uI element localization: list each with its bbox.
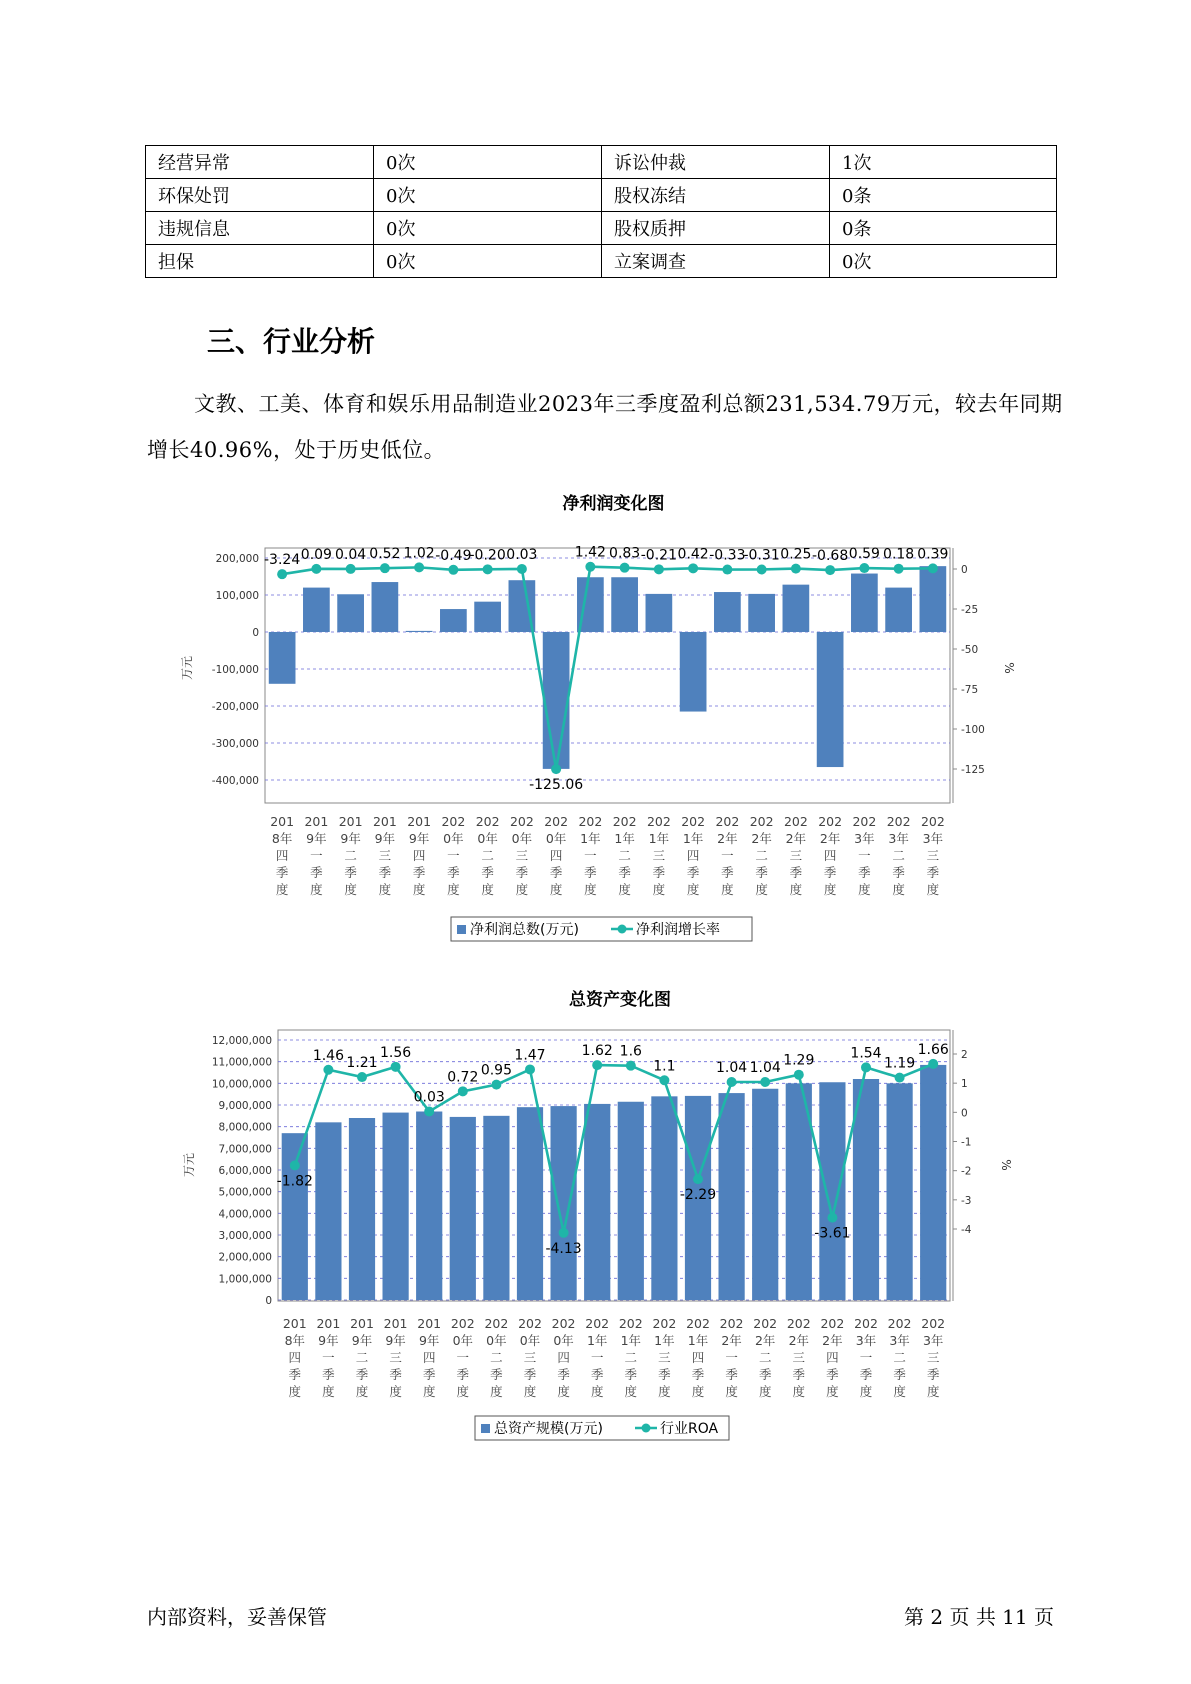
y2-axis-label: % — [999, 1159, 1013, 1171]
table-cell-value: 0次 — [374, 179, 602, 212]
line-point — [458, 1086, 468, 1096]
data-label: -125.06 — [529, 777, 584, 794]
x-tick-label: 202 1年二季度 — [612, 814, 637, 897]
plot-area — [265, 545, 950, 803]
line-point — [861, 1062, 871, 1072]
y2-tick-label: -1 — [961, 1136, 972, 1149]
x-tick-label: 201 9年二季度 — [338, 814, 363, 897]
section-heading: 三、行业分析 — [207, 325, 376, 358]
x-tick-label: 202 2年一季度 — [719, 1316, 744, 1399]
legend-swatch-point — [642, 1424, 651, 1433]
y2-tick-label: -4 — [961, 1224, 972, 1236]
y2-tick-label: 2 — [961, 1049, 968, 1061]
data-label: 0.03 — [413, 1089, 445, 1106]
data-label: 0.03 — [506, 546, 538, 563]
data-label: 0.42 — [677, 546, 709, 563]
x-tick-label: 202 3年二季度 — [887, 1316, 912, 1399]
bar — [315, 1122, 341, 1300]
line-point — [928, 563, 938, 573]
y-tick-label: 0 — [265, 1295, 272, 1307]
chart-title: 总资产变化图 — [569, 990, 671, 1010]
y-tick-label: -300,000 — [211, 738, 259, 750]
data-label: 1.56 — [380, 1044, 412, 1061]
bar — [543, 632, 570, 769]
x-tick-label: 201 9年三季度 — [383, 1316, 408, 1399]
line-point — [620, 563, 630, 573]
y-tick-label: 7,000,000 — [218, 1143, 272, 1156]
risk-table-body — [146, 146, 1057, 278]
bar — [752, 1089, 778, 1300]
line-point — [895, 1073, 905, 1083]
x-tick-label: 202 2年二季度 — [749, 814, 774, 897]
bar — [680, 632, 707, 712]
line-point — [525, 1064, 535, 1074]
table-row — [146, 179, 1057, 212]
bar — [885, 588, 912, 632]
line-point — [311, 564, 321, 574]
table-cell-value: 0次 — [374, 146, 602, 179]
bar — [303, 588, 330, 632]
line-point — [626, 1061, 636, 1071]
line-point — [794, 1070, 804, 1080]
legend-label: 行业ROA — [660, 1421, 719, 1437]
line-point — [654, 564, 664, 574]
x-tick-label: 202 1年三季度 — [652, 1316, 677, 1399]
table-cell-label: 股权质押 — [602, 212, 830, 245]
data-label: -4.13 — [545, 1240, 582, 1257]
bar — [416, 1112, 442, 1301]
line-point — [592, 1060, 602, 1070]
line-point — [559, 1228, 569, 1238]
x-tick-label: 201 9年四季度 — [407, 814, 432, 897]
bar — [483, 1116, 509, 1300]
line-point — [357, 1072, 367, 1082]
x-tick-label: 202 2年三季度 — [786, 1316, 811, 1399]
x-tick-label: 202 0年一季度 — [441, 814, 466, 897]
y2-tick-label: 0 — [961, 1107, 968, 1120]
line-point — [517, 564, 527, 574]
data-label: -0.68 — [812, 548, 849, 565]
line-point — [391, 1062, 401, 1072]
x-tick-label: 202 3年一季度 — [852, 814, 877, 897]
line-point — [894, 564, 904, 574]
x-tick-label: 201 9年一季度 — [316, 1316, 341, 1399]
data-label: 1.04 — [749, 1060, 781, 1076]
data-label: 0.39 — [917, 546, 949, 563]
y-tick-label: 9,000,000 — [218, 1100, 272, 1112]
data-label: 0.83 — [609, 545, 641, 562]
data-label: -1.82 — [276, 1173, 313, 1190]
data-label: 1.19 — [884, 1055, 916, 1072]
data-label: 1.6 — [619, 1043, 642, 1060]
table-cell-value: 0条 — [830, 179, 1057, 212]
data-label: -0.21 — [640, 547, 677, 564]
y-tick-label: -400,000 — [211, 775, 259, 787]
legend-label: 净利润增长率 — [636, 922, 720, 938]
y2-tick-label: -125 — [961, 764, 985, 776]
bar — [886, 1083, 912, 1300]
x-tick-label: 202 0年三季度 — [518, 1316, 542, 1399]
x-tick-label: 202 1年二季度 — [618, 1316, 643, 1399]
bar — [714, 592, 741, 632]
table-cell-label: 担保 — [146, 245, 374, 278]
data-label: 1.62 — [581, 1043, 613, 1060]
data-label: 1.04 — [716, 1060, 748, 1076]
x-tick-label: 202 2年二季度 — [753, 1316, 778, 1399]
line-point — [928, 1059, 938, 1069]
legend-swatch-bar — [457, 925, 466, 934]
bar — [337, 594, 364, 632]
data-label: 0.59 — [848, 546, 880, 563]
line-point — [859, 563, 869, 573]
line-point — [491, 1080, 501, 1090]
bar — [748, 594, 775, 632]
bar — [651, 1096, 677, 1300]
chart-title: 净利润变化图 — [562, 494, 665, 514]
x-tick-label: 202 1年四季度 — [686, 1316, 710, 1399]
bar — [851, 574, 878, 632]
table-cell-value: 0次 — [830, 245, 1057, 278]
bar — [646, 594, 673, 632]
x-tick-label: 201 9年四季度 — [417, 1316, 442, 1399]
line-point — [693, 1174, 703, 1184]
y-tick-label: -100,000 — [211, 664, 259, 676]
y-axis-label: 万元 — [180, 655, 194, 681]
y-tick-label: 8,000,000 — [218, 1121, 272, 1134]
x-tick-label: 201 8年四季度 — [270, 814, 295, 897]
x-tick-label: 202 2年四季度 — [820, 1316, 845, 1399]
table-row — [146, 245, 1057, 278]
data-label: 0.18 — [883, 546, 915, 563]
bar — [618, 1102, 644, 1300]
line-point — [688, 563, 698, 573]
legend-label: 总资产规模(万元) — [494, 1421, 603, 1437]
y-tick-label: -200,000 — [211, 701, 259, 713]
y-tick-label: 1,000,000 — [218, 1273, 272, 1286]
y-tick-label: 11,000,000 — [211, 1056, 272, 1069]
y2-tick-label: -2 — [961, 1165, 972, 1178]
x-tick-label: 202 0年四季度 — [544, 814, 569, 897]
data-label: 1.02 — [403, 545, 435, 562]
data-label: 1.29 — [783, 1052, 815, 1069]
y2-tick-label: 0 — [961, 564, 968, 576]
line-point — [827, 1213, 837, 1223]
bar — [372, 582, 399, 632]
bar — [282, 1133, 308, 1300]
y-axis-label: 万元 — [182, 1152, 196, 1178]
x-tick-label: 201 9年二季度 — [350, 1316, 374, 1399]
bar — [817, 632, 844, 767]
line-point — [346, 564, 356, 574]
y2-tick-label: -100 — [961, 724, 985, 736]
bar — [382, 1113, 408, 1300]
data-label: -0.20 — [469, 547, 506, 564]
line-point — [551, 764, 561, 774]
data-label: 0.25 — [780, 546, 812, 563]
table-cell-label: 经营异常 — [146, 146, 374, 179]
data-label: 1.54 — [850, 1045, 882, 1062]
x-tick-label: 202 3年三季度 — [921, 1316, 946, 1399]
x-tick-label: 202 2年四季度 — [818, 814, 843, 897]
line-point — [424, 1106, 434, 1116]
y-tick-label: 10,000,000 — [211, 1078, 272, 1091]
x-tick-label: 201 9年一季度 — [304, 814, 329, 897]
table-cell-label: 违规信息 — [146, 212, 374, 245]
bar — [474, 602, 501, 632]
legend-swatch-bar — [481, 1424, 490, 1433]
x-tick-label: 202 0年四季度 — [551, 1316, 576, 1399]
x-tick-label: 202 3年一季度 — [854, 1316, 878, 1399]
data-label: 1.47 — [514, 1047, 546, 1064]
footer-page-number: 第 2 页 共 11 页 — [904, 1605, 1054, 1629]
y2-axis-label: % — [1002, 662, 1016, 674]
y-tick-label: 5,000,000 — [218, 1186, 272, 1199]
data-label: 0.09 — [300, 546, 332, 563]
bar — [349, 1118, 375, 1300]
data-label: -3.61 — [814, 1225, 851, 1242]
data-label: 1.42 — [574, 544, 606, 561]
line-point — [727, 1077, 737, 1087]
line-point — [825, 565, 835, 575]
y2-tick-label: -3 — [961, 1194, 972, 1207]
data-label: 1.66 — [917, 1041, 949, 1058]
table-row — [146, 146, 1057, 179]
bar — [584, 1104, 610, 1300]
x-tick-label: 202 1年一季度 — [578, 814, 603, 897]
data-label: -3.24 — [264, 552, 301, 569]
bar — [819, 1082, 845, 1300]
y-tick-label: 4,000,000 — [218, 1208, 272, 1221]
y-tick-label: 200,000 — [215, 553, 259, 565]
bar — [783, 585, 810, 632]
table-cell-value: 0次 — [374, 212, 602, 245]
y-tick-label: 6,000,000 — [218, 1165, 272, 1177]
bar — [920, 566, 947, 632]
line-point — [760, 1077, 770, 1087]
data-label: -2.29 — [679, 1187, 717, 1204]
bar — [718, 1093, 744, 1300]
x-tick-label: 202 1年三季度 — [646, 814, 671, 897]
bar — [440, 609, 467, 632]
bar — [269, 632, 296, 684]
x-tick-label: 201 8年四季度 — [282, 1316, 307, 1399]
data-label: 0.04 — [335, 546, 367, 563]
x-tick-label: 202 3年二季度 — [886, 814, 911, 897]
x-tick-label: 202 0年二季度 — [475, 814, 500, 897]
risk-summary-table — [145, 145, 1057, 278]
data-label: 1.21 — [346, 1055, 378, 1072]
table-cell-label: 诉讼仲裁 — [602, 146, 830, 179]
table-cell-label: 立案调查 — [602, 245, 830, 278]
net-profit-chart — [0, 488, 1191, 948]
data-label: -0.31 — [743, 547, 780, 564]
line-point — [791, 564, 801, 574]
section-paragraph: 文教、工美、体育和娱乐用品制造业2023年三季度盈利总额231,534.79万元，较去年同期增长40.96%，处于历史低位。 — [147, 392, 1063, 462]
data-label: 0.72 — [447, 1069, 479, 1086]
y-tick-label: 12,000,000 — [211, 1035, 272, 1047]
bar — [550, 1106, 576, 1300]
line-point — [483, 564, 493, 574]
x-tick-label: 201 9年三季度 — [372, 814, 397, 897]
x-tick-label: 202 0年一季度 — [450, 1316, 475, 1399]
table-cell-label: 环保处罚 — [146, 179, 374, 212]
line-point — [659, 1075, 669, 1085]
legend-swatch-point — [618, 925, 627, 934]
bar — [517, 1107, 543, 1300]
bar — [450, 1117, 476, 1300]
table-cell-value: 0次 — [374, 245, 602, 278]
line-point — [323, 1065, 333, 1075]
x-tick-label: 202 0年三季度 — [509, 814, 534, 897]
line-point — [414, 562, 424, 572]
footer-confidential-note: 内部资料，妥善保管 — [147, 1605, 327, 1629]
y2-tick-label: -25 — [961, 604, 979, 616]
total-assets-chart — [0, 985, 1191, 1445]
bar — [920, 1065, 946, 1300]
line-point — [448, 565, 458, 575]
y-tick-label: 2,000,000 — [218, 1251, 272, 1264]
x-tick-label: 202 1年一季度 — [585, 1316, 610, 1399]
data-label: 1.46 — [312, 1047, 344, 1064]
y-tick-label: 3,000,000 — [218, 1230, 272, 1242]
table-cell-value: 0条 — [830, 212, 1057, 245]
y2-tick-label: -75 — [961, 684, 979, 696]
y2-tick-label: 1 — [961, 1078, 968, 1091]
line-point — [757, 564, 767, 574]
legend-label: 净利润总数(万元) — [470, 922, 579, 938]
bar — [406, 631, 433, 632]
x-tick-label: 202 2年一季度 — [715, 814, 740, 897]
x-tick-label: 202 0年二季度 — [484, 1316, 509, 1399]
y2-tick-label: -50 — [961, 644, 979, 656]
line-point — [722, 565, 732, 575]
bar — [611, 577, 638, 632]
table-row — [146, 212, 1057, 245]
data-label: 1.1 — [653, 1058, 676, 1075]
x-tick-label: 202 1年四季度 — [681, 814, 706, 897]
data-label: 0.95 — [480, 1062, 512, 1079]
table-cell-label: 股权冻结 — [602, 179, 830, 212]
data-label: 0.52 — [369, 546, 401, 563]
line-point — [585, 562, 595, 572]
y-tick-label: 0 — [252, 627, 259, 639]
table-cell-value: 1次 — [830, 146, 1057, 179]
x-tick-label: 202 2年三季度 — [783, 814, 808, 897]
data-label: -0.49 — [435, 547, 472, 564]
line-point — [380, 563, 390, 573]
data-label: -0.33 — [709, 547, 746, 564]
line-point — [290, 1160, 300, 1170]
x-tick-label: 202 3年三季度 — [920, 814, 945, 897]
line-point — [277, 569, 287, 579]
y-tick-label: 100,000 — [215, 590, 259, 602]
